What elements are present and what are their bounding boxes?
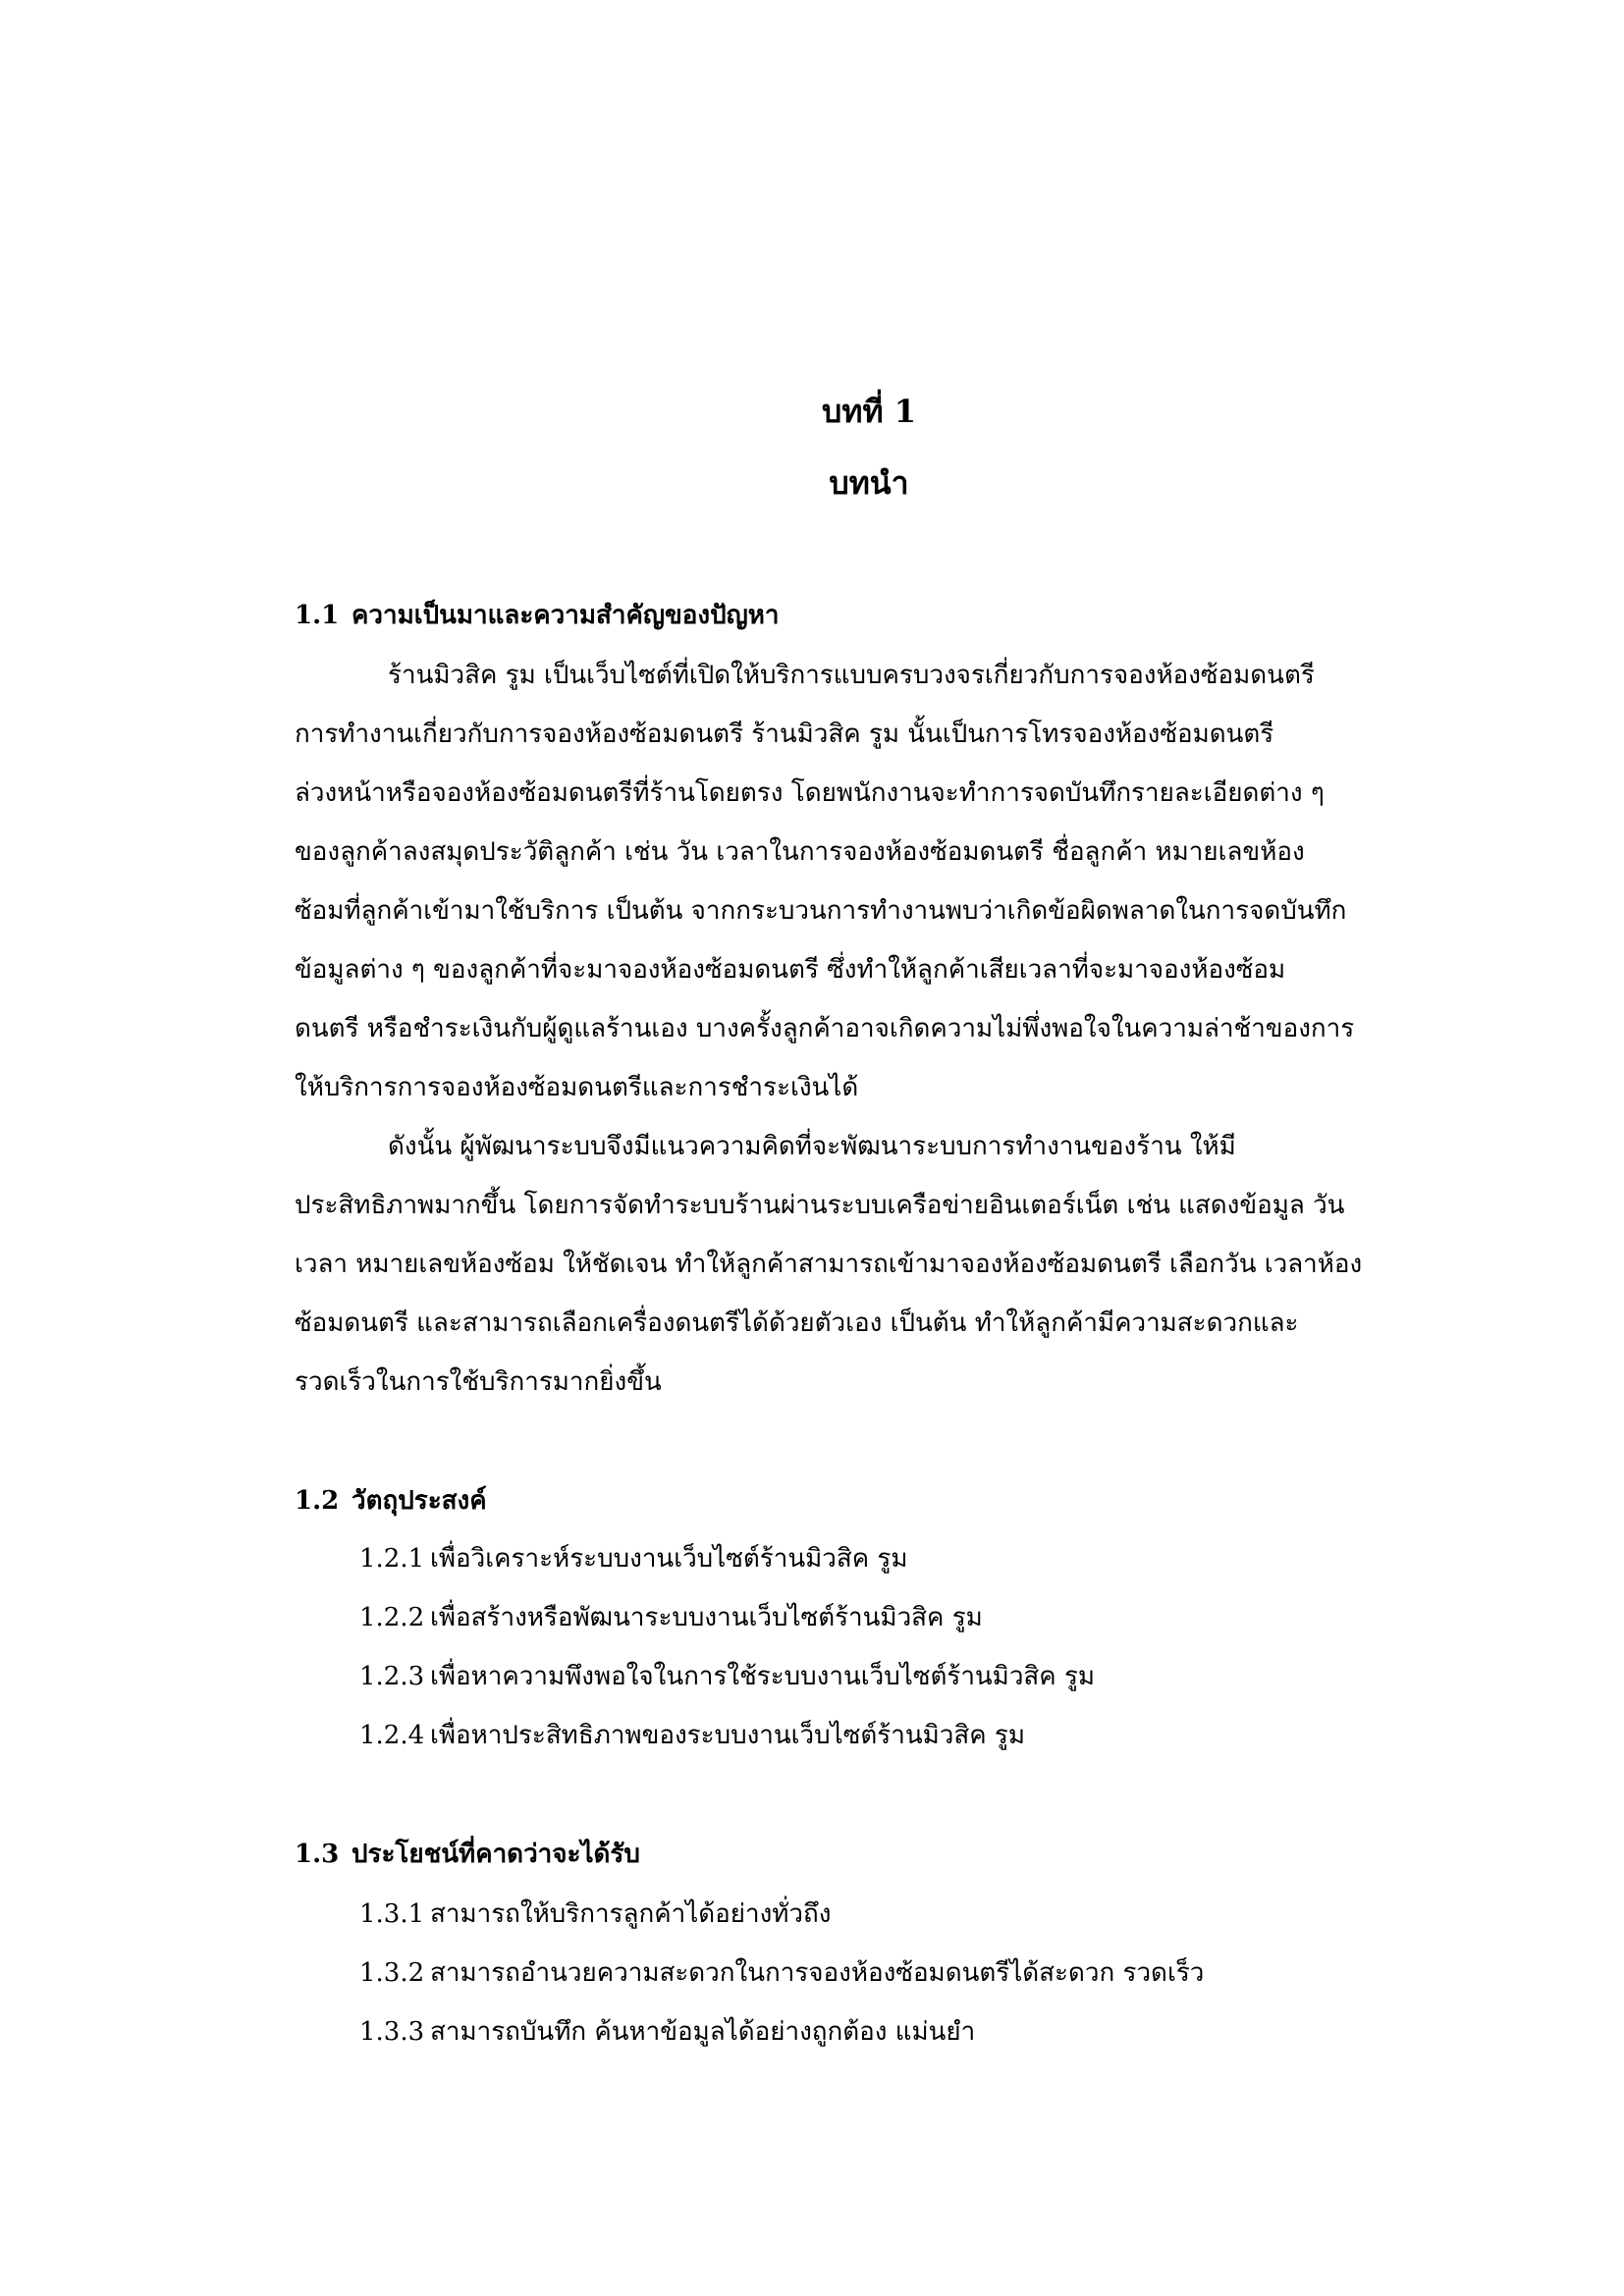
list-item-number: 1.2.1	[359, 1544, 425, 1574]
section-number: 1.1	[295, 601, 340, 630]
list-item-text: เพื่อสร้างหรือพัฒนาระบบงานเว็บไซต์ร้านมิวสิค รูม	[430, 1603, 983, 1632]
list-item	[359, 1895, 831, 1934]
paragraph-line: ดนตรี หรือชำระเงินกับผู้ดูแลร้านเอง บางครั้งลูกค้าอาจเกิดความไม่พึ่งพอใจในความล่าช้าของการ	[295, 1014, 1355, 1043]
paragraph-line: การทำงานเกี่ยวกับการจองห้องซ้อมดนตรี ร้านมิวสิค รูม นั้นเป็นการโทรจองห้องซ้อมดนตรี	[295, 720, 1274, 749]
paragraph-line: ล่วงหน้าหรือจองห้องซ้อมดนตรีที่ร้านโดยตรง โดยพนักงานจะทำการจดบันทึกรายละเอียดต่าง ๆ	[295, 778, 1325, 808]
paragraph-line: รวดเร็วในการใช้บริการมากยิ่งขึ้น	[295, 1367, 662, 1397]
list-item	[359, 1716, 1025, 1755]
list-item-text: เพื่อหาประสิทธิภาพของระบบงานเว็บไซต์ร้านมิวสิค รูม	[430, 1721, 1025, 1750]
paragraph-line: ซ้อมที่ลูกค้าเข้ามาใช้บริการ เป็นต้น จากกระบวนการทำงานพบว่าเกิดข้อผิดพลาดในการจดบันทึก	[295, 896, 1347, 926]
list-item-text: เพื่อหาความพึงพอใจในการใช้ระบบงานเว็บไซต์ร้านมิวสิค รูม	[430, 1662, 1096, 1691]
list-item-number: 1.2.4	[359, 1721, 425, 1750]
list-item	[359, 1953, 1204, 1993]
chapter-number: บทที่ 1	[822, 393, 916, 430]
list-item-number: 1.3.3	[359, 2017, 425, 2047]
section-number: 1.3	[295, 1840, 340, 1869]
section-title: ประโยชน์ที่คาดว่าจะได้รับ	[352, 1840, 640, 1869]
list-item-text: สามารถให้บริการลูกค้าได้อย่างทั่วถึง	[430, 1899, 832, 1929]
list-item-number: 1.2.2	[359, 1603, 425, 1632]
list-item	[359, 2012, 975, 2052]
section-number: 1.2	[295, 1486, 340, 1516]
list-item-number: 1.3.1	[359, 1899, 425, 1929]
section-heading-1-1	[295, 596, 780, 635]
chapter-title: บทนำ	[829, 464, 909, 502]
list-item-number: 1.2.3	[359, 1662, 425, 1691]
list-item	[359, 1539, 908, 1578]
list-item	[359, 1657, 1095, 1696]
list-item	[359, 1598, 983, 1637]
paragraph-line: เวลา หมายเลขห้องซ้อม ให้ชัดเจน ทำให้ลูกค้าสามารถเข้ามาจองห้องซ้อมดนตรี เลือกวัน เวลาห้อง	[295, 1250, 1363, 1279]
list-item-text: เพื่อวิเคราะห์ระบบงานเว็บไซต์ร้านมิวสิค รูม	[430, 1544, 908, 1574]
paragraph-line: ให้บริการการจองห้องซ้อมดนตรีและการชำระเงินได้	[295, 1073, 859, 1102]
paragraph-line: ประสิทธิภาพมากขึ้น โดยการจัดทำระบบร้านผ่านระบบเครือข่ายอินเตอร์เน็ต เช่น แสดงข้อมูล วัน	[295, 1191, 1345, 1220]
paragraph-line: ดังนั้น ผู้พัฒนาระบบจึงมีแนวความคิดที่จะพัฒนาระบบการทำงานของร้าน ให้มี	[388, 1132, 1236, 1161]
section-title: วัตถุประสงค์	[352, 1486, 487, 1516]
list-item-text: สามารถอำนวยความสะดวกในการจองห้องซ้อมดนตรีได้สะดวก รวดเร็ว	[430, 1958, 1205, 1988]
paragraph-line: ซ้อมดนตรี และสามารถเลือกเครื่องดนตรีได้ด้วยตัวเอง เป็นต้น ทำให้ลูกค้ามีความสะดวกและ	[295, 1308, 1299, 1338]
paragraph-line: ข้อมูลต่าง ๆ ของลูกค้าที่จะมาจองห้องซ้อมดนตรี ซึ่งทำให้ลูกค้าเสียเวลาที่จะมาจองห้องซ้อม	[295, 955, 1286, 985]
paragraph-line: ของลูกค้าลงสมุดประวัติลูกค้า เช่น วัน เวลาในการจองห้องซ้อมดนตรี ชื่อลูกค้า หมายเลขห้อง	[295, 837, 1305, 867]
list-item-text: สามารถบันทึก ค้นหาข้อมูลได้อย่างถูกต้อง แม่นยำ	[430, 2017, 976, 2047]
section-heading-1-2	[295, 1481, 487, 1521]
paragraph-line: ร้านมิวสิค รูม เป็นเว็บไซต์ที่เปิดให้บริการแบบครบวงจรเกี่ยวกับการจองห้องซ้อมดนตรี	[388, 661, 1315, 690]
list-item-number: 1.3.2	[359, 1958, 425, 1988]
section-heading-1-3	[295, 1835, 640, 1874]
section-title: ความเป็นมาและความสำคัญของปัญหา	[352, 601, 780, 630]
